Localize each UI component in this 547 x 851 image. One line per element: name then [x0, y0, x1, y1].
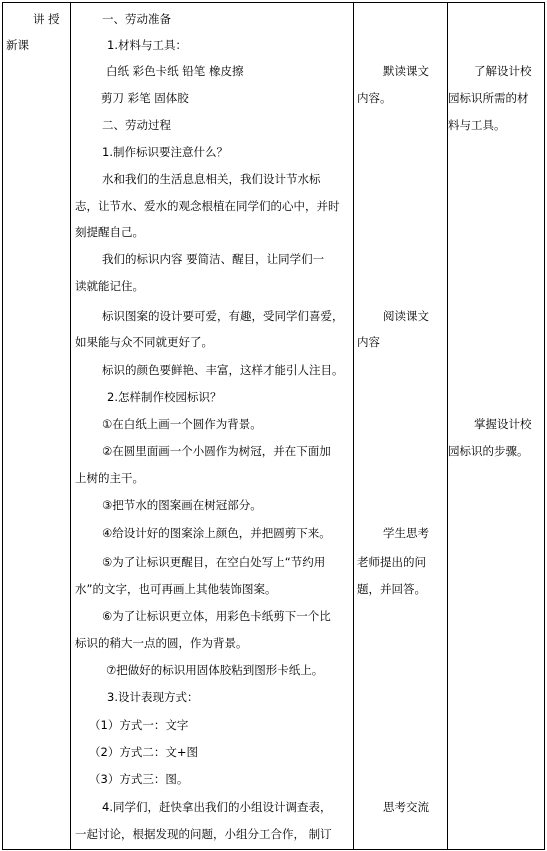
- step-text: 上树的主干。: [75, 471, 144, 485]
- step-text: ②在圆里面画一个小圆作为树冠，并在下面加: [102, 444, 331, 458]
- body-text: 一起讨论，根据发现的问题，小组分工合作， 制订: [75, 827, 332, 841]
- body-text: 我们的标识内容 要简洁、醒目，让同学们一: [102, 252, 325, 266]
- list-item: （3）方式三：图。: [89, 772, 189, 786]
- body-text: 读就能记住。: [75, 279, 144, 293]
- step-text: ③把节水的图案画在树冠部分。: [102, 498, 262, 512]
- body-text: 刻提醒自己。: [75, 225, 144, 239]
- section-heading: 一、劳动准备: [102, 12, 171, 26]
- step-text: ④给设计好的图案涂上颜色，并把圆剪下来。: [102, 526, 331, 540]
- student-activity-text: 学生思考: [383, 526, 429, 540]
- step-text: ⑤为了让标识更醒目，在空白处写上“节约用: [102, 555, 326, 569]
- body-text: 4.同学们，赶快拿出我们的小组设计调查表，: [102, 800, 332, 814]
- step-text: ①在白纸上画一个圆作为背景。: [102, 417, 262, 431]
- student-activity-text: 思考交流: [383, 800, 429, 814]
- step-text: 标识的稍大一点的圆，作为背景。: [75, 636, 248, 650]
- student-activity-text: 阅读课文: [383, 309, 429, 323]
- student-activity-text: 题，并回答。: [357, 582, 426, 596]
- body-text: 志，让节水、爱水的观念根植在同学们的心中，并时: [75, 199, 340, 213]
- subsection-heading: 3.设计表现方式：: [107, 690, 199, 704]
- subsection-heading: 1.制作标识要注意什么？: [102, 145, 228, 159]
- list-item: （1）方式一：文字: [89, 718, 189, 732]
- design-intent-text: 园标识所需的材: [448, 91, 529, 105]
- column-divider: [70, 3, 71, 849]
- body-text: 水和我们的生活息息相关，我们设计节水标: [102, 172, 321, 186]
- stage-label-line1: 讲 授: [33, 12, 60, 26]
- column-divider: [353, 3, 354, 849]
- step-text: ⑥为了让标识更立体，用彩色卡纸剪下一个比: [102, 609, 331, 623]
- step-text: ⑦把做好的标识用固体胶粘到图形卡纸上。: [106, 663, 324, 677]
- student-activity-text: 内容。: [357, 91, 392, 105]
- body-text: 白纸 彩色卡纸 铅笔 橡皮擦: [106, 64, 244, 78]
- student-activity-text: 内容: [357, 335, 380, 349]
- student-activity-text: 默读课文: [383, 64, 429, 78]
- list-item: （2）方式二：文+图: [89, 745, 198, 759]
- body-text: 标识图案的设计要可爱，有趣，受同学们喜爱，: [102, 309, 344, 323]
- body-text: 标识的颜色要鲜艳、丰富，这样才能引人注目。: [102, 363, 344, 377]
- subsection-heading: 1.材料与工具：: [107, 38, 187, 52]
- student-activity-text: 老师提出的问: [357, 555, 426, 569]
- body-text: 剪刀 彩笔 固体胶: [101, 91, 189, 105]
- design-intent-text: 掌握设计校: [474, 417, 532, 431]
- stage-label-line2: 新课: [6, 38, 29, 52]
- section-heading: 二、劳动过程: [102, 118, 171, 132]
- design-intent-text: 园标识的步骤。: [448, 444, 529, 458]
- subsection-heading: 2.怎样制作校园标识？: [107, 390, 222, 404]
- design-intent-text: 了解设计校: [474, 64, 532, 78]
- design-intent-text: 料与工具。: [448, 118, 506, 132]
- step-text: 水”的文字，也可再画上其他装饰图案。: [75, 582, 277, 596]
- body-text: 如果能与众不同就更好了。: [75, 335, 213, 349]
